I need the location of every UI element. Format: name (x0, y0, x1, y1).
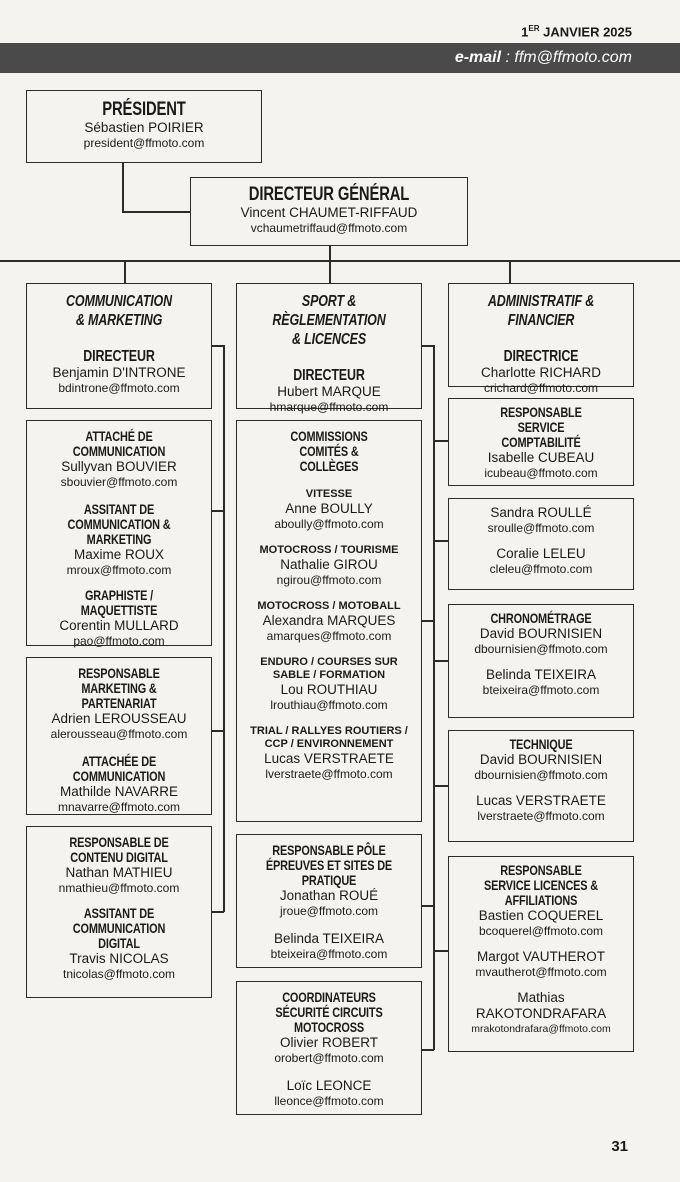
page-number: 31 (611, 1138, 628, 1155)
col1-communication-box: ATTACHÉ DE COMMUNICATION Sullyvan BOUVIER sbouvier@ffmoto.com ASSITANT DE COMMUNICATION & MARKETING Maxime ROUX mroux@ffmoto.com GRAPHISTE / MAQUETTISTE Corentin MULLARD pao@ffmoto.com (26, 420, 212, 646)
col1-director-title: DIRECTEUR (83, 348, 155, 365)
dg-name: Vincent CHAUMET-RIFFAUD (240, 205, 418, 220)
dg-email: vchaumetriffaud@ffmoto.com (250, 221, 408, 235)
col2-header: SPORT & RÈGLEMENTATION & LICENCES DIRECTEUR Hubert MARQUE hmarque@ffmoto.com (236, 283, 422, 409)
col2-epreuves-box: RESPONSABLE PÔLE ÉPREUVES ET SITES DE PRATIQUE Jonathan ROUÉ jroue@ffmoto.com Belinda TEIXEIRA bteixeira@ffmoto.com (236, 834, 422, 968)
col2-commissions-box: COMMISSIONS COMITÉS & COLLÈGES VITESSE Anne BOULLY aboully@ffmoto.com MOTOCROSS / TOURISME Nathalie GIROU ngirou@ffmoto.com MOTOCROSS / MOTOBALL Alexandra MARQUES amarques@ffmoto.com ENDURO / COURSES SUR SABLE / FORMATION Lou ROUTHIAU lrouthiau@ffmoto.com TRIAL / RALLYES ROUTIERS / CCP / ENVIRONNEMENT Lucas VERSTRAETE lverstraete@ffmoto.com (236, 420, 422, 822)
col1-digital-box: RESPONSABLE DE CONTENU DIGITAL Nathan MATHIEU nmathieu@ffmoto.com ASSITANT DE COMMUNICATION DIGITAL Travis NICOLAS tnicolas@ffmoto.com (26, 826, 212, 998)
dg-box (190, 177, 468, 246)
email-banner: e-mail : ffm@ffmoto.com (0, 43, 680, 73)
col3-licences-box: RESPONSABLE SERVICE LICENCES & AFFILIATIONS Bastien COQUEREL bcoquerel@ffmoto.com Margot VAUTHEROT mvautherot@ffmoto.com Mathias RAKOTONDRAFARA mrakotondrafara@ffmoto.com (448, 856, 634, 1052)
col1-header: COMMUNICATION & MARKETING DIRECTEUR Benjamin D'INTRONE bdintrone@ffmoto.com (26, 283, 212, 409)
president-title: PRÉSIDENT (102, 99, 186, 120)
issue-date: 1ER JANVIER 2025 (521, 24, 632, 40)
col2-securite-box: COORDINATEURS SÉCURITÉ CIRCUITS MOTOCROSS Olivier ROBERT orobert@ffmoto.com Loïc LEONCE lleonce@ffmoto.com (236, 981, 422, 1115)
col3-director-title: DIRECTRICE (503, 348, 579, 365)
col1-marketing-box: RESPONSABLE MARKETING & PARTENARIAT Adrien LEROUSSEAU alerousseau@ffmoto.com ATTACHÉE DE COMMUNICATION Mathilde NAVARRE mnavarre@ffmoto.com (26, 657, 212, 815)
col1-director-email: bdintrone@ffmoto.com (58, 381, 180, 395)
president-name: Sébastien POIRIER (84, 120, 204, 135)
president-box (26, 90, 262, 163)
col3-staff-box: Sandra ROULLÉ sroulle@ffmoto.com Coralie LELEU cleleu@ffmoto.com (448, 498, 634, 590)
col3-director-name: Charlotte RICHARD (480, 365, 602, 380)
col2-director-title: DIRECTEUR (293, 367, 365, 384)
col3-compta-box: RESPONSABLE SERVICE COMPTABILITÉ Isabelle CUBEAU icubeau@ffmoto.com (448, 398, 634, 486)
col3-chrono-box: CHRONOMÉTRAGE David BOURNISIEN dbournisien@ffmoto.com Belinda TEIXEIRA bteixeira@ffmoto.com (448, 604, 634, 718)
president-email: president@ffmoto.com (83, 136, 205, 150)
dg-title: DIRECTEUR GÉNÉRAL (248, 184, 410, 205)
col3-technique-box: TECHNIQUE David BOURNISIEN dbournisien@ffmoto.com Lucas VERSTRAETE lverstraete@ffmoto.com (448, 730, 634, 842)
col3-director-email: crichard@ffmoto.com (484, 381, 598, 395)
col2-director-name: Hubert MARQUE (277, 384, 381, 399)
col2-director-email: hmarque@ffmoto.com (269, 400, 389, 414)
col1-director-name: Benjamin D'INTRONE (52, 365, 186, 380)
col3-header: ADMINISTRATIF & FINANCIER DIRECTRICE Charlotte RICHARD crichard@ffmoto.com (448, 283, 634, 387)
